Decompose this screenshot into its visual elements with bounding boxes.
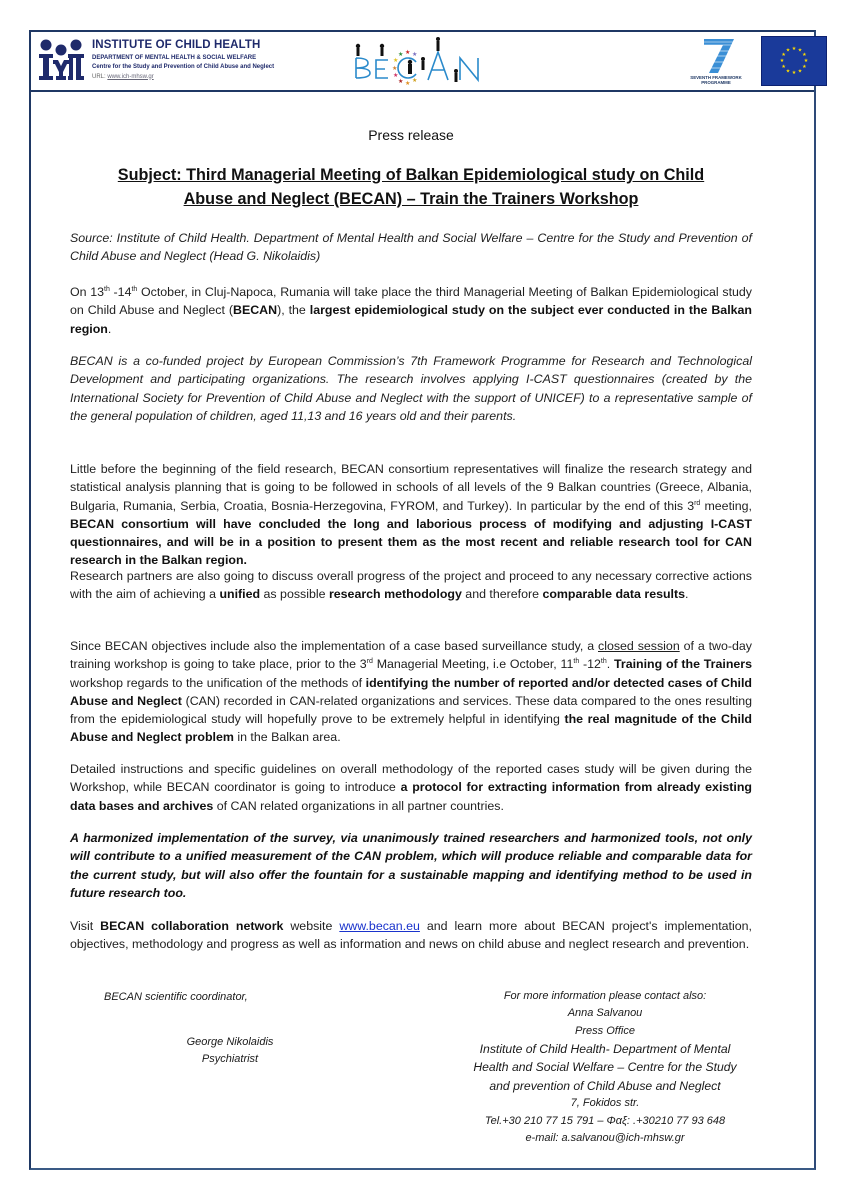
institute-title: INSTITUTE OF CHILD HEALTH: [92, 39, 261, 51]
becan-logo-icon: [348, 34, 498, 88]
svg-text:★: ★: [791, 70, 797, 76]
ich-logo-icon: [37, 38, 85, 84]
text: -12: [579, 657, 601, 672]
text: and therefore: [461, 587, 543, 602]
svg-text:★: ★: [803, 58, 809, 64]
contact-org-line-1: Institute of Child Health- Department of Mental: [479, 1041, 731, 1056]
svg-text:★: ★: [802, 64, 807, 70]
institute-centre: Centre for the Study and Prevention of Child Abuse and Neglect: [92, 63, 275, 70]
intro-paragraph: [70, 283, 752, 338]
bold-text: a protocol for extracting information from already existing data bases and archives: [70, 780, 752, 813]
svg-text:★: ★: [393, 57, 399, 64]
text: -14: [109, 285, 132, 299]
text: Managerial Meeting, i.e October, 11: [372, 657, 574, 672]
contact-office: Press Office: [575, 1024, 635, 1037]
signatory-name: George Nikolaidis: [186, 1036, 274, 1048]
superscript: th: [131, 285, 138, 293]
institute-url-link[interactable]: www.ich-mhsw.gr: [107, 73, 154, 80]
svg-text:PROGRAMME: PROGRAMME: [701, 80, 731, 85]
text: and learn more about BECAN project's implementation, objectives, methodology and progress as well as information and news on child abuse and neglect research and prevention.: [70, 919, 752, 952]
text: Detailed instructions and specific guidelines on overall methodology of the reported cases study will be given during the Workshop, while BECAN coordinator is going to introduce: [70, 762, 752, 795]
text: meeting,: [700, 498, 752, 513]
svg-text:★: ★: [802, 52, 807, 58]
text: On 13: [70, 285, 105, 299]
workshop-paragraph: [70, 637, 752, 747]
bold-text: largest epidemiological study on the subject ever conducted in the Balkan region: [70, 303, 752, 336]
svg-text:SEVENTH FRAMEWORK: SEVENTH FRAMEWORK: [690, 75, 742, 80]
ich-letterhead-text: [92, 40, 274, 80]
source-paragraph: Source: Institute of Child Health. Department of Mental Health and Social Welfare – Centre for the Study and Prevention of Child Abuse and Neglect (Head G. Nikolaidis): [70, 231, 752, 264]
svg-text:★: ★: [779, 58, 785, 64]
svg-text:★: ★: [785, 68, 791, 75]
svg-text:★: ★: [393, 72, 399, 79]
bold-text: identifying the number of reported and/or detected cases of Child Abuse and Neglect: [70, 675, 752, 708]
text: (CAN) recorded in CAN-related organizations and services. These data compared to the ones resulting from the epidemiological study will hopefully prove to be extremely helpful in identifying: [70, 693, 752, 727]
contact-name: Anna Salvanou: [567, 1007, 643, 1020]
bold-text: Training of the Trainers: [614, 657, 752, 672]
svg-text:★: ★: [405, 80, 411, 87]
text: of CAN related organizations in all partner countries.: [213, 798, 504, 813]
superscript: th: [573, 658, 580, 666]
partners-paragraph: [70, 567, 752, 604]
contact-org-line-3: and prevention of Child Abuse and Neglect: [489, 1078, 721, 1093]
text: Since BECAN objectives include also the implementation of a case based surveillance study, a: [70, 639, 598, 653]
text: ), the: [277, 303, 310, 318]
eu-flag-icon: [761, 36, 827, 86]
svg-text:★: ★: [398, 51, 404, 58]
signatory-title: Psychiatrist: [201, 1053, 259, 1065]
institute-department: DEPARTMENT OF MENTAL HEALTH & SOCIAL WELFARE: [92, 54, 257, 61]
subject-line-1: Subject: Third Managerial Meeting of Balkan Epidemiological study on Child: [117, 166, 705, 184]
signature-role: BECAN scientific coordinator,: [104, 991, 248, 1003]
text: as possible: [260, 587, 329, 602]
contact-email[interactable]: e-mail: a.salvanou@ich-mhsw.gr: [525, 1131, 685, 1144]
text: of a two-day training workshop is going to take place, prior to the 3: [70, 639, 752, 672]
svg-text:★: ★: [785, 47, 791, 54]
bold-text: BECAN: [233, 303, 278, 318]
text: .: [107, 321, 112, 336]
bold-text: comparable data results: [542, 587, 685, 602]
svg-text:★: ★: [398, 78, 404, 85]
visit-paragraph: [70, 917, 752, 954]
superscript: th: [600, 658, 607, 666]
field-research-paragraph: [70, 460, 752, 570]
text: Little before the beginning of the field research, BECAN consortium representatives will finalize the research strategy and statistical analysis planning that is going to be followed in schools of all levels of the 9 Balkan countries (Greece, Albania, Bulgaria, Rumania, Serbia, Croatia, Bosnia-Herzegovina, FYROM, and Turkey). In particular by the end of this 3: [70, 462, 752, 513]
institute-url-line: [92, 74, 274, 80]
svg-text:★: ★: [412, 51, 418, 58]
bold-text: research methodology: [328, 587, 462, 602]
svg-text:★: ★: [405, 49, 411, 56]
svg-text:★: ★: [781, 52, 786, 58]
contact-intro: For more information please contact also:: [503, 990, 707, 1002]
svg-text:★: ★: [781, 64, 786, 70]
svg-text:★: ★: [797, 68, 803, 75]
bold-text: the real magnitude of the Child Abuse and Neglect problem: [70, 712, 752, 745]
url-label: URL:: [92, 73, 106, 80]
press-release-heading: Press release: [368, 127, 454, 143]
letterhead: [31, 32, 814, 92]
text: October, in Cluj-Napoca, Rumania will take place the third Managerial Meeting of Balkan Epidemiological study on Child Abuse and Neglect (: [70, 285, 752, 318]
text: website: [283, 919, 340, 933]
text: .: [606, 657, 611, 672]
bold-text: unified: [219, 587, 261, 602]
superscript: rd: [366, 658, 373, 666]
fp7-logo-icon: [686, 36, 746, 86]
text: Visit: [70, 919, 101, 933]
project-paragraph: BECAN is a co-funded project by European Commission’s 7th Framework Programme for Research and Technological Development and participating organizations. The research involves applying I-CAST questionnaires (created by the International Society for Prevention of Child Abuse and Neglect with the support of UNICEF) to a representative sample of the general population of children, aged 11,13 and 16 years old and their parents.: [70, 354, 752, 423]
subject-heading: [70, 163, 752, 211]
contact-phone: Tel.+30 210 77 15 791 – Φαξ: .+30210 77 93 648: [484, 1114, 726, 1127]
svg-text:★: ★: [797, 47, 803, 54]
contact-org-line-2: Health and Social Welfare – Centre for the Study: [473, 1060, 737, 1075]
bold-text: BECAN collaboration network: [100, 919, 284, 933]
svg-text:★: ★: [392, 65, 398, 72]
superscript: th: [104, 285, 110, 293]
underlined-text: closed session: [598, 639, 680, 653]
instructions-paragraph: [70, 760, 752, 815]
svg-text:★: ★: [791, 46, 797, 52]
text: Research partners are also going to discuss overall progress of the project and proceed to any necessary corrective actions with the aim of achieving a: [70, 569, 752, 602]
superscript: rd: [694, 499, 701, 507]
contact-address: 7, Fokidos str.: [570, 1097, 640, 1110]
subject-line-2: Abuse and Neglect (BECAN) – Train the Trainers Workshop: [183, 190, 639, 208]
svg-text:★: ★: [412, 77, 418, 84]
harmonized-paragraph: A harmonized implementation of the survey, via unanimously trained researchers and harmonized tools, not only will contribute to a unified measurement of the CAN problem, which will produce reliable and comparable data for the current study, but will also offer the fountain for a sustainable mapping and identifying method to be used in future research too.: [70, 831, 752, 900]
text: .: [685, 587, 689, 602]
text: in the Balkan area.: [233, 730, 341, 745]
signature-block: [150, 1034, 310, 1068]
becan-website-link[interactable]: www.becan.eu: [339, 919, 420, 933]
contact-block: [445, 988, 765, 1147]
text: workshop regards to the unification of the methods of: [70, 675, 366, 690]
bold-text: BECAN consortium will have concluded the long and laborious process of modifying and adjusting I-CAST questionnaires, and will be in a position to present them as the most recent and reliable research tool for CAN research in the Balkan region.: [70, 516, 752, 568]
